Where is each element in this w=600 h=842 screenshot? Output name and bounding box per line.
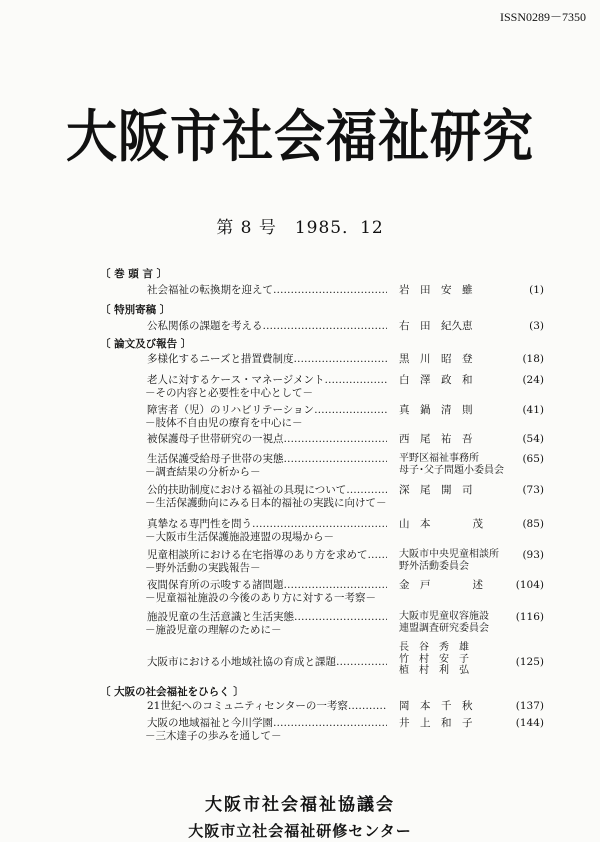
entry-title: 公的扶助制度における福祉の具現について ………………………………………………………………………………… (147, 484, 387, 497)
toc-entry[interactable] (147, 700, 544, 713)
entry-title: 児童相談所における在宅指導のあり方を求めて ………………………………………………………………………………… (147, 549, 387, 562)
toc-entry[interactable] (147, 404, 544, 429)
entry-page: (73) (522, 484, 544, 496)
toc-entry[interactable] (147, 284, 544, 297)
entry-page: (3) (529, 320, 544, 332)
entry-page: (137) (515, 700, 544, 712)
entry-author: 長 谷 秀 雄 竹 村 安 子 植 村 利 弘 (399, 642, 469, 676)
entry-page: (125) (515, 656, 544, 668)
issue-info: 第 8 号 1985．12 (216, 218, 384, 238)
entry-author: 岡 本 千 秋 (399, 700, 473, 712)
section-heading-papers: 〔 論文及び報告 〕 (100, 338, 192, 350)
entry-subtitle: －児童福祉施設の今後のあり方に対する一考察－ (145, 591, 376, 604)
entry-title: 真摯なる専門性を問う ………………………………………………………………………………… (147, 518, 387, 531)
toc-entry[interactable] (147, 642, 544, 676)
entry-subtitle: －野外活動の実践報告－ (145, 561, 261, 574)
entry-author: 大阪市中央児童相談所 野外活動委員会 (399, 549, 499, 572)
entry-author: 井 上 和 子 (399, 717, 473, 729)
table-of-contents (0, 266, 600, 746)
entry-page: (24) (522, 374, 544, 386)
entry-author: 山 本 茂 (399, 518, 483, 530)
entry-author: 白 澤 政 和 (399, 374, 473, 386)
section-heading-special: 〔 特別寄稿 〕 (100, 304, 171, 316)
entry-title: 多様化するニーズと措置費制度 ………………………………………………………………………………… (147, 353, 387, 366)
toc-entry[interactable] (147, 518, 544, 543)
section-heading-foreword: 〔 巻 頭 言 〕 (100, 268, 168, 280)
entry-author: 大阪市児童収容施設 連盟調査研究委員会 (399, 611, 489, 634)
entry-title: 大阪の地域福祉と今川学園 ………………………………………………………………………………… (147, 717, 387, 730)
entry-page: (18) (522, 353, 544, 365)
entry-author: 金 戸 述 (399, 579, 483, 591)
toc-entry[interactable] (147, 320, 544, 333)
toc-entry[interactable] (147, 353, 544, 366)
entry-page: (54) (522, 433, 544, 445)
entry-title: 大阪市における小地域社協の育成と課題 ………………………………………………………………………………… (147, 656, 387, 669)
toc-entry[interactable] (147, 453, 544, 478)
entry-page: (1) (529, 284, 544, 296)
entry-author: 岩 田 安 雖 (399, 284, 473, 296)
toc-entry[interactable] (147, 717, 544, 742)
entry-subtitle: －その内容と必要性を中心として－ (145, 386, 313, 399)
entry-title: 被保護母子世帯研究の一視点 ………………………………………………………………………………… (147, 433, 387, 446)
journal-title: 大阪市社会福祉研究 (65, 105, 534, 171)
entry-page: (93) (522, 549, 544, 561)
entry-subtitle: －生活保護動向にみる日本的福祉の実践に向けて－ (145, 496, 387, 509)
publisher-center: 大阪市立社会福祉研修センター (188, 822, 412, 840)
entry-title: 社会福祉の転換期を迎えて ………………………………………………………………………………… (147, 284, 387, 297)
entry-page: (65) (522, 453, 544, 465)
toc-entry[interactable] (147, 484, 544, 509)
entry-author: 深 尾 開 司 (399, 484, 473, 496)
entry-subtitle: －施設児童の理解のために－ (145, 623, 282, 636)
entry-page: (144) (515, 717, 544, 729)
toc-entry[interactable] (147, 549, 544, 574)
entry-author: 真 鍋 清 則 (399, 404, 473, 416)
toc-entry[interactable] (147, 579, 544, 604)
entry-title: 老人に対するケース・マネージメント ………………………………………………………………………………… (147, 374, 387, 387)
toc-entry[interactable] (147, 611, 544, 636)
entry-page: (104) (515, 579, 544, 591)
issn-number: ISSN0289－7350 (499, 10, 586, 24)
entry-subtitle: －調査結果の分析から－ (145, 465, 261, 478)
entry-author: 平野区福祉事務所 母子･父子問題小委員会 (399, 453, 504, 476)
entry-author: 西 尾 祐 吾 (399, 433, 473, 445)
entry-title: 21世紀へのコミュニティセンターの一考察 ………………………………………………………………………………… (147, 700, 387, 713)
entry-title: 公私関係の課題を考える ………………………………………………………………………………… (147, 320, 387, 333)
entry-subtitle: －三木達子の歩みを通して－ (145, 729, 282, 742)
toc-entry[interactable] (147, 374, 544, 399)
entry-author: 右 田 紀久恵 (399, 320, 473, 332)
entry-title: 障害者（児）のリハビリテーション ………………………………………………………………………………… (147, 404, 387, 417)
section-heading-osaka: 〔 大阪の社会福祉をひらく 〕 (100, 686, 244, 698)
entry-author: 黒 川 昭 登 (399, 353, 473, 365)
entry-title: 生活保護受給母子世帯の実態 ………………………………………………………………………………… (147, 453, 387, 466)
entry-page: (85) (522, 518, 544, 530)
entry-title: 夜間保育所の示唆する諸問題 ………………………………………………………………………………… (147, 579, 387, 592)
entry-title: 施設児童の生活意識と生活実態 ………………………………………………………………………………… (147, 611, 387, 624)
entry-subtitle: －大阪市生活保護施設連盟の現場から－ (145, 530, 334, 543)
entry-page: (116) (515, 611, 544, 623)
toc-entry[interactable] (147, 433, 544, 446)
publisher-name: 大阪市社会福祉協議会 (205, 795, 395, 815)
entry-subtitle: －肢体不自由児の療育を中心に－ (145, 416, 303, 429)
entry-page: (41) (522, 404, 544, 416)
